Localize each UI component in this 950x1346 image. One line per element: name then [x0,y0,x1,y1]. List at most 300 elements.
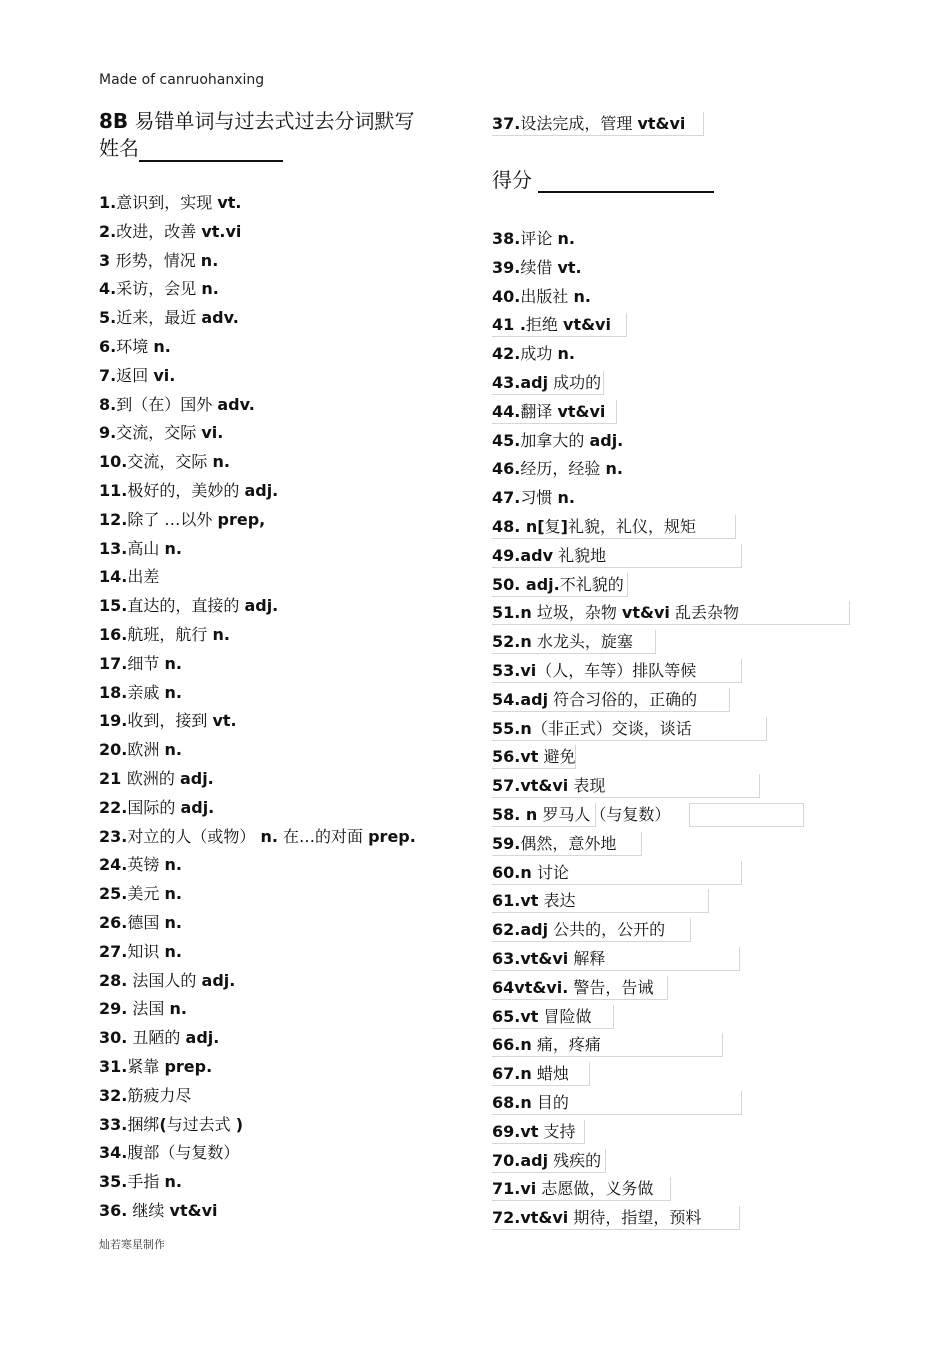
answer-box[interactable] [492,1149,606,1173]
answer-box[interactable] [492,1033,723,1057]
item-number: 60.n [492,862,532,882]
answer-box[interactable] [492,400,617,424]
answer-box[interactable] [492,745,576,769]
item-pos: n. [164,912,182,932]
item-number: 20. [99,740,128,760]
item-meaning: 痛，疼痛 [531,1035,601,1055]
vocab-item [99,1168,416,1197]
item-number: 28. [99,970,128,990]
answer-box[interactable] [492,573,628,597]
item-meaning: 筋疲力尽 [127,1085,192,1105]
vocab-item [99,1024,416,1053]
vocab-item [492,859,850,888]
item-meaning: 高山 [127,538,165,558]
vocab-item [99,419,416,448]
vocab-item [492,340,850,369]
item-meaning-2: 与过去式 [166,1114,236,1134]
item-meaning: 表达 [538,891,576,911]
item-meaning: 出差 [127,567,160,587]
vocab-item [492,1175,850,1204]
vocab-item [99,679,416,708]
item-pos: adj. [589,430,624,450]
answer-box[interactable] [492,947,740,971]
item-number: 2. [99,221,117,241]
item-number: 34. [99,1143,128,1163]
item-meaning: 偶然，意外地 [520,833,617,853]
item-number: 1. [99,193,117,212]
vocab-item [99,275,416,304]
title-text: 易错单词与过去式过去分词默写 [128,109,415,133]
item-number: 41 . [492,315,526,335]
vocab-item [492,599,850,628]
answer-box[interactable] [492,1091,742,1115]
item-meaning: 采访，会见 [116,279,202,299]
item-meaning: 垃圾，杂物 [531,603,622,623]
item-pos: ( [159,1114,167,1134]
item-number: 37. [492,114,521,133]
item-meaning: 意识到，实现 [116,193,218,212]
item-pos: vt. [217,193,242,212]
item-pos: adj. [185,1028,220,1048]
item-number: 50. adj. [492,574,560,594]
vocab-item [492,1118,850,1147]
item-number: 52.n [492,632,532,652]
item-pos: n. [164,1172,182,1192]
item-meaning: 德国 [127,912,165,932]
vocab-item [99,909,416,938]
item-number: 9. [99,423,117,443]
item-meaning: 国际的 [127,797,181,817]
vocab-item [99,1139,416,1168]
vocab-item [492,398,850,427]
item-meaning: 罗马人（与复数） [537,804,671,824]
item-meaning: 讨论 [531,862,569,882]
item-number: 71.vi [492,1179,537,1199]
answer-box[interactable] [492,832,642,856]
worksheet-title [99,108,459,162]
vocab-item [492,686,850,715]
item-meaning: 水龙头，旋塞 [531,632,633,652]
vocab-item [492,772,850,801]
vocab-item [492,283,850,312]
vocab-item [99,967,416,996]
item-pos: vi. [201,423,224,443]
item-meaning: 不礼貌的 [559,574,624,594]
item-meaning: 知识 [127,941,165,961]
item-meaning: 蜡烛 [531,1064,569,1084]
answer-box[interactable] [492,803,671,827]
item-pos: prep, [217,509,266,529]
vocab-item [99,1053,416,1082]
item-number: 53.vi [492,660,537,680]
vocab-item [99,506,416,535]
vocab-item [99,707,416,736]
vocab-item [492,628,850,657]
vocab-item [492,254,850,283]
vocab-item [99,535,416,564]
item-pos: n. [557,229,575,248]
item-number: 63.vt&vi [492,948,569,968]
item-pos-2: ) [235,1114,244,1134]
name-blank[interactable] [139,140,283,162]
vocab-item [492,1003,850,1032]
item-pos: adv. [201,308,239,328]
score-blank[interactable] [538,171,714,193]
item-meaning: 近来，最近 [116,308,202,328]
item-number: 7. [99,365,117,385]
vocab-item [492,657,850,686]
item-meaning: 手指 [127,1172,165,1192]
right-column [492,225,850,1233]
item-pos: vt&vi [169,1200,218,1220]
vocab-item [99,563,416,592]
item-meaning-2: 乱丢杂物 [669,603,739,623]
title-grade: 8B [99,109,129,133]
item-number: 68.n [492,1092,532,1112]
vocab-item [99,391,416,420]
item-meaning: 除了 …以外 [127,509,218,529]
vocab-item [492,887,850,916]
item-pos: n. [201,279,219,299]
item-number: 49.adv [492,545,554,565]
vocab-item [99,218,416,247]
item-meaning: 解释 [568,948,606,968]
item-pos: prep. [164,1056,213,1076]
item-meaning: 拒绝 [525,315,564,335]
item-meaning: 欧洲 [127,740,165,760]
item-number: 46. [492,459,521,479]
answer-box[interactable] [492,717,767,741]
item-meaning: 捆绑 [127,1114,160,1134]
item-number: 42. [492,344,521,364]
item-pos: adv. [217,394,255,414]
item-number: 8. [99,394,117,414]
vocab-item [492,916,850,945]
item-meaning-2: 礼貌，礼仪，规矩 [567,516,696,536]
answer-box[interactable] [492,861,742,885]
vocab-item [492,830,850,859]
left-column [99,189,416,1226]
vocab-item [492,1089,850,1118]
item-number: 61.vt [492,891,539,911]
item-meaning: 志愿做，义务做 [536,1179,654,1199]
vocab-item [492,715,850,744]
item-number: 55.n [492,718,532,738]
item-meaning-2: 在…的对面 [277,826,369,846]
vocab-item [99,477,416,506]
item-number: 32. [99,1085,128,1105]
item-meaning: 符合习俗的，正确的 [548,689,698,709]
item-meaning: 避免 [538,747,576,767]
item-meaning: 交流，交际 [127,452,213,472]
item-pos: adj. [244,480,279,500]
item-meaning: 环境 [116,336,154,356]
answer-box[interactable] [492,112,704,136]
vocab-item [99,938,416,967]
item-number: 58. n [492,804,538,824]
item-pos: adj. [180,797,215,817]
vocab-item [99,823,416,852]
item-number: 48. n[ [492,516,545,536]
item-number: 67.n [492,1064,532,1084]
item-pos: n. [200,250,219,270]
vocab-item [492,311,850,340]
item-meaning: 复 [544,516,561,536]
item-pos: n. [164,740,182,760]
vocab-item [99,247,416,276]
item-number: 10. [99,452,128,472]
item-number: 4. [99,279,117,299]
answer-box[interactable] [492,1206,740,1230]
item-number: 47. [492,488,521,508]
item-pos: n. [557,488,575,508]
item-meaning: 英镑 [127,855,165,875]
vocab-item [99,1197,416,1226]
vocab-item [99,650,416,679]
item-pos: vi. [153,365,176,385]
item-number: 30. [99,1028,128,1048]
right-column-top [492,110,704,139]
vocab-item [99,189,416,218]
answer-box[interactable] [492,371,604,395]
vocab-item [492,225,850,254]
vocab-item [492,974,850,1003]
item-meaning: 丑陋的 [127,1028,186,1048]
vocab-item [99,362,416,391]
vocab-item [492,571,850,600]
vocab-item [492,801,850,830]
item-meaning: 期待，指望，预料 [568,1208,702,1228]
item-meaning: 欧洲的 [126,768,180,788]
item-number: 13. [99,538,128,558]
item-number: 25. [99,884,128,904]
item-pos: n. [212,452,230,472]
item-pos: vt&vi [637,114,686,133]
page-footer: 灿若寒星制作 [99,1238,165,1251]
score-label: 得分 [492,168,532,192]
answer-box[interactable] [689,803,804,827]
answer-box[interactable] [492,544,742,568]
answer-box[interactable] [492,1177,671,1201]
answer-box[interactable] [492,1062,590,1086]
vocab-item [99,794,416,823]
item-meaning: 出版社 [520,286,574,306]
vocab-item [99,1111,416,1140]
item-number: 40. [492,286,521,306]
vocab-item [492,455,850,484]
item-number: 66.n [492,1035,532,1055]
item-meaning: 直达的，直接的 [127,596,245,616]
item-pos: vt.vi [201,221,242,241]
item-number: 18. [99,682,128,702]
item-number: 14. [99,567,128,587]
item-meaning: 继续 [127,1200,170,1220]
item-number: 72.vt&vi [492,1208,569,1228]
vocab-item [492,513,850,542]
item-meaning: 航班，航行 [127,624,213,644]
vocab-item [99,621,416,650]
item-meaning: 返回 [116,365,154,385]
item-meaning: 设法完成，管理 [520,114,638,133]
item-number: 22. [99,797,128,817]
item-number: 35. [99,1172,128,1192]
vocab-item [492,542,850,571]
item-pos: vt. [557,257,582,277]
item-number: 11. [99,480,128,500]
vocab-item [99,333,416,362]
item-number: 17. [99,653,128,673]
item-meaning: 形势，情况 [115,250,201,270]
item-number: 24. [99,855,128,875]
item-number: 15. [99,596,128,616]
answer-box[interactable] [492,659,742,683]
vocab-item [99,851,416,880]
item-meaning: 腹部（与复数） [127,1143,240,1163]
item-meaning: 残疾的 [548,1150,602,1170]
item-pos: adj. [201,970,236,990]
item-number: 16. [99,624,128,644]
item-pos: n. [164,855,182,875]
item-meaning: 公共的，公开的 [548,920,666,940]
item-meaning: 目的 [531,1092,569,1112]
item-number: 69.vt [492,1121,539,1141]
item-pos: n. [164,884,182,904]
item-number: 51.n [492,603,532,623]
item-pos: n. [169,999,187,1019]
item-number: 33. [99,1114,128,1134]
item-number: 57.vt&vi [492,776,569,796]
item-number: 21 [99,768,127,788]
item-meaning: 续借 [520,257,558,277]
item-number: 39. [492,257,521,277]
item-meaning: 交流，交际 [116,423,202,443]
item-number: 3 [99,250,116,270]
vocab-item [492,1031,850,1060]
answer-box[interactable] [492,688,730,712]
item-pos: adj. [179,768,214,788]
item-meaning: （非正式）交谈，谈话 [531,718,692,738]
item-number: 59. [492,833,521,853]
item-number: 12. [99,509,128,529]
answer-box[interactable] [492,1120,585,1144]
name-label: 姓名 [99,136,139,160]
item-meaning: 警告，告诫 [568,977,654,997]
vocab-item [99,304,416,333]
vocab-item [492,110,704,139]
item-pos-2: prep. [368,826,416,846]
vocab-item [492,743,850,772]
item-meaning: 对立的人（或物） [127,826,261,846]
vocab-item [492,427,850,456]
item-meaning: 表现 [568,776,606,796]
vocab-item [99,880,416,909]
vocab-item [99,448,416,477]
item-pos: vt&vi [557,401,606,421]
answer-box[interactable] [492,1005,614,1029]
item-meaning: 改进，改善 [116,221,202,241]
item-pos: n. [164,653,182,673]
vocab-item [492,1204,850,1233]
score-line [492,164,714,193]
vocab-item [99,592,416,621]
answer-box[interactable] [492,515,736,539]
item-number: 70.adj [492,1150,549,1170]
item-meaning: 法国 [127,999,170,1019]
item-meaning: 评论 [520,229,558,248]
item-pos: n. [164,682,182,702]
item-number: 26. [99,912,128,932]
item-meaning: 紧靠 [127,1056,165,1076]
answer-box[interactable] [492,889,709,913]
item-meaning: 极好的，美妙的 [127,480,245,500]
item-meaning: 支持 [538,1121,576,1141]
answer-box[interactable] [492,630,656,654]
item-number: 45. [492,430,521,450]
vocab-item [99,765,416,794]
item-pos: vt&vi [563,315,611,335]
item-pos: adj. [244,596,279,616]
item-pos: n. [557,344,575,364]
item-meaning: 美元 [127,884,165,904]
item-meaning: 经历，经验 [520,459,606,479]
item-pos: ] [560,516,568,536]
vocab-item [492,1060,850,1089]
vocab-item [492,369,850,398]
item-number: 38. [492,229,521,248]
item-pos: n. [260,826,278,846]
item-meaning: 成功 [520,344,558,364]
item-meaning: 翻译 [520,401,558,421]
item-number: 54.adj [492,689,549,709]
vocab-item [492,945,850,974]
vocab-item [99,1082,416,1111]
answer-box[interactable] [492,601,850,625]
vocab-item [99,995,416,1024]
item-meaning: 收到，接到 [127,711,213,731]
answer-box[interactable] [492,976,668,1000]
item-number: 5. [99,308,117,328]
item-meaning: 亲戚 [127,682,165,702]
item-number: 23. [99,826,128,846]
item-meaning: 法国人的 [127,970,202,990]
item-meaning: 到（在）国外 [116,394,218,414]
item-meaning: 冒险做 [538,1006,592,1026]
item-meaning: 加拿大的 [520,430,590,450]
answer-box[interactable] [492,313,627,337]
item-meaning: 成功的 [548,372,602,392]
item-number: 6. [99,336,117,356]
item-pos: n. [605,459,623,479]
item-number: 36. [99,1200,128,1220]
answer-box[interactable] [492,774,760,798]
item-pos: n. [212,624,230,644]
item-number: 19. [99,711,128,731]
item-number: 31. [99,1056,128,1076]
vocab-item [99,736,416,765]
item-meaning: （人，车等）排队等候 [536,660,697,680]
item-number: 29. [99,999,128,1019]
item-number: 56.vt [492,747,539,767]
answer-box[interactable] [492,918,691,942]
item-number: 43.adj [492,372,549,392]
item-pos: vt. [212,711,237,731]
item-meaning: 礼貌地 [553,545,607,565]
item-pos: n. [164,538,182,558]
item-meaning: 细节 [127,653,165,673]
item-number: 64vt&vi. [492,977,569,997]
item-number: 62.adj [492,920,549,940]
vocab-item [492,1147,850,1176]
